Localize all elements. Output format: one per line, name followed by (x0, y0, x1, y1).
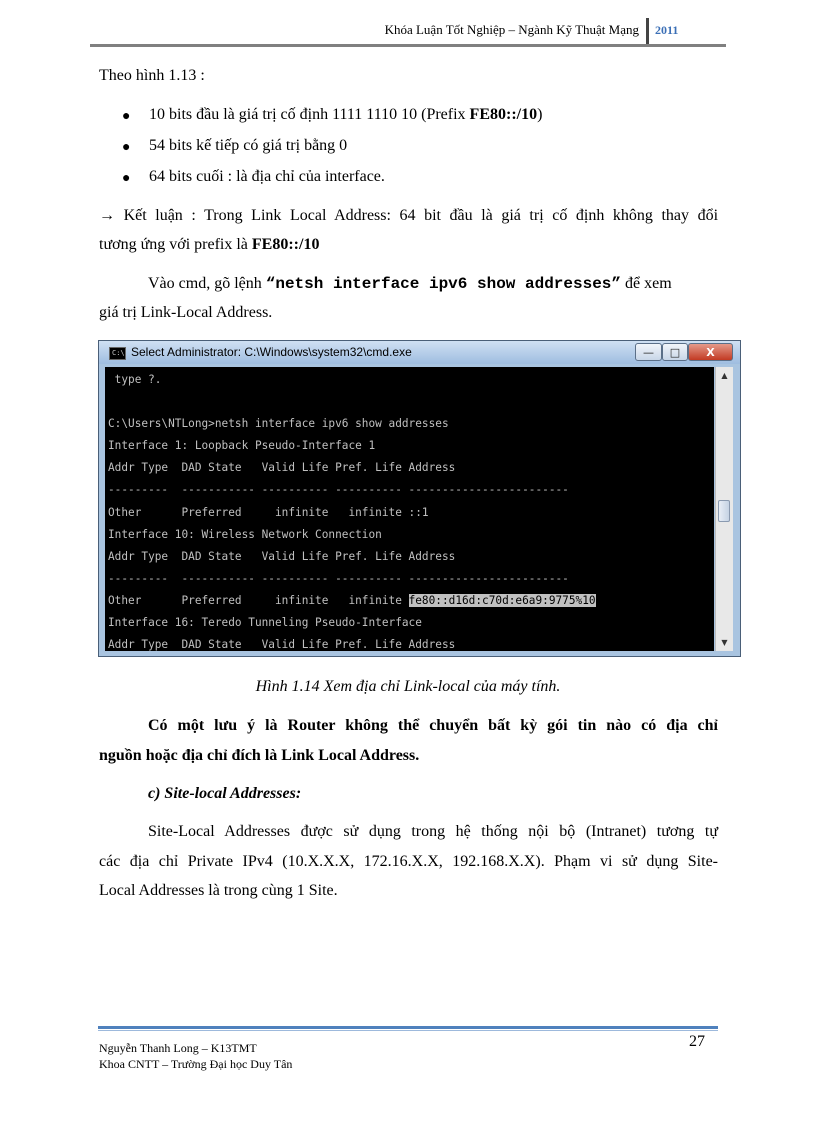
bullet-end: ) (537, 106, 543, 123)
site-paragraph-line-3: Local Addresses là trong cùng 1 Site. (99, 882, 338, 899)
cmd-icon: C:\ (109, 347, 126, 360)
conclusion-line-1: → Kết luận : Trong Link Local Address: 64 bit đầu là giá trị cố định không thay đổi (99, 207, 719, 224)
window-title: Select Administrator: C:\Windows\system32\cmd.exe (131, 345, 412, 359)
figure-caption: Hình 1.14 Xem địa chỉ Link-local của máy tính. (255, 678, 561, 695)
close-button[interactable]: X (688, 343, 733, 361)
header-year: 2011 (655, 23, 679, 37)
console-line: Addr Type DAD State Valid Life Pref. Life Address (108, 549, 456, 563)
header-separator (646, 18, 649, 44)
scrollbar-thumb[interactable] (718, 500, 730, 522)
console-highlight-line: Other Preferred infinite infinite fe80::d16d:c70d:e6a9:9775%10 (108, 593, 596, 607)
intro-text: Theo hình 1.13 : (99, 67, 205, 84)
console-line: Interface 1: Loopback Pseudo-Interface 1 (108, 439, 376, 453)
vertical-scrollbar[interactable] (715, 367, 733, 651)
cmd-paragraph-line-2: giá trị Link-Local Address. (99, 304, 273, 321)
console-line: type ?. (114, 373, 162, 386)
section-heading: c) Site-local Addresses: (148, 785, 302, 802)
footer-rule (98, 1026, 718, 1029)
header-title: Khóa Luận Tốt Nghiệp – Ngành Kỹ Thuật Mạng (384, 22, 639, 37)
maximize-button[interactable]: □ (662, 343, 688, 361)
footer-faculty: Khoa CNTT – Trường Đại học Duy Tân (99, 1057, 293, 1071)
console-line: --------- ----------- ---------- ---------- ------------------------ (108, 483, 569, 497)
bullet-dot: ● (122, 171, 131, 186)
console-line: Interface 16: Teredo Tunneling Pseudo-Interface (108, 616, 422, 630)
note-line-1: Có một lưu ý là Router không thể chuyển bất kỳ gói tin nào có địa chỉ (148, 717, 718, 734)
console-line: Addr Type DAD State Valid Life Pref. Life Address (108, 638, 456, 651)
console-line: C:\Users\NTLong>netsh interface ipv6 show addresses (108, 417, 449, 431)
header-rule (90, 44, 726, 47)
footer-author: Nguyễn Thanh Long – K13TMT (99, 1041, 257, 1055)
scroll-down-icon[interactable]: ▼ (721, 638, 728, 647)
site-paragraph-line-2: các địa chỉ Private IPv4 (10.X.X.X, 172.16.X.X, 192.168.X.X). Phạm vi sử dụng Site- (99, 853, 718, 870)
console-lines-bottom (108, 616, 569, 651)
console-line: --------- ----------- ---------- ---------- ------------------------ (108, 571, 569, 585)
bullet-text: 10 bits đầu là giá trị cố định 1111 1110 10 (Prefix (149, 106, 470, 123)
scroll-up-icon[interactable]: ▲ (721, 371, 728, 380)
conclusion-line-2: tương ứng với prefix là FE80::/10 (99, 236, 320, 253)
console-line: Other Preferred infinite infinite ::1 (108, 505, 429, 519)
bullet-bold-prefix: FE80::/10 (469, 106, 538, 123)
cmd-paragraph-line-1: Vào cmd, gõ lệnh “netsh interface ipv6 show addresses” để xem (148, 275, 672, 293)
footer-rule-thin (98, 1030, 718, 1031)
console-lines-top (108, 373, 569, 585)
console-output (105, 367, 714, 651)
netsh-command: “netsh interface ipv6 show addresses” (265, 275, 622, 293)
bullet-item: 64 bits cuối : là địa chỉ của interface. (149, 168, 385, 185)
site-paragraph-line-1: Site-Local Addresses được sử dụng trong hệ thống nội bộ (Intranet) tương tự (148, 823, 718, 840)
link-local-address-highlight: fe80::d16d:c70d:e6a9:9775%10 (408, 593, 596, 607)
bullet-dot: ● (122, 109, 131, 124)
bullet-dot: ● (122, 140, 131, 155)
bullet-item: 54 bits kế tiếp có giá trị bằng 0 (149, 137, 348, 154)
minimize-button[interactable]: — (635, 343, 662, 361)
note-line-2: nguồn hoặc địa chỉ đích là Link Local Address. (99, 747, 420, 764)
arrow-icon: → (99, 207, 115, 224)
bullet-item (149, 105, 542, 125)
cmd-window (98, 340, 741, 657)
console-line: Interface 10: Wireless Network Connection (108, 527, 382, 541)
conclusion-prefix: FE80::/10 (251, 236, 320, 253)
page-number: 27 (689, 1033, 705, 1050)
console-line: Addr Type DAD State Valid Life Pref. Life Address (108, 461, 456, 475)
